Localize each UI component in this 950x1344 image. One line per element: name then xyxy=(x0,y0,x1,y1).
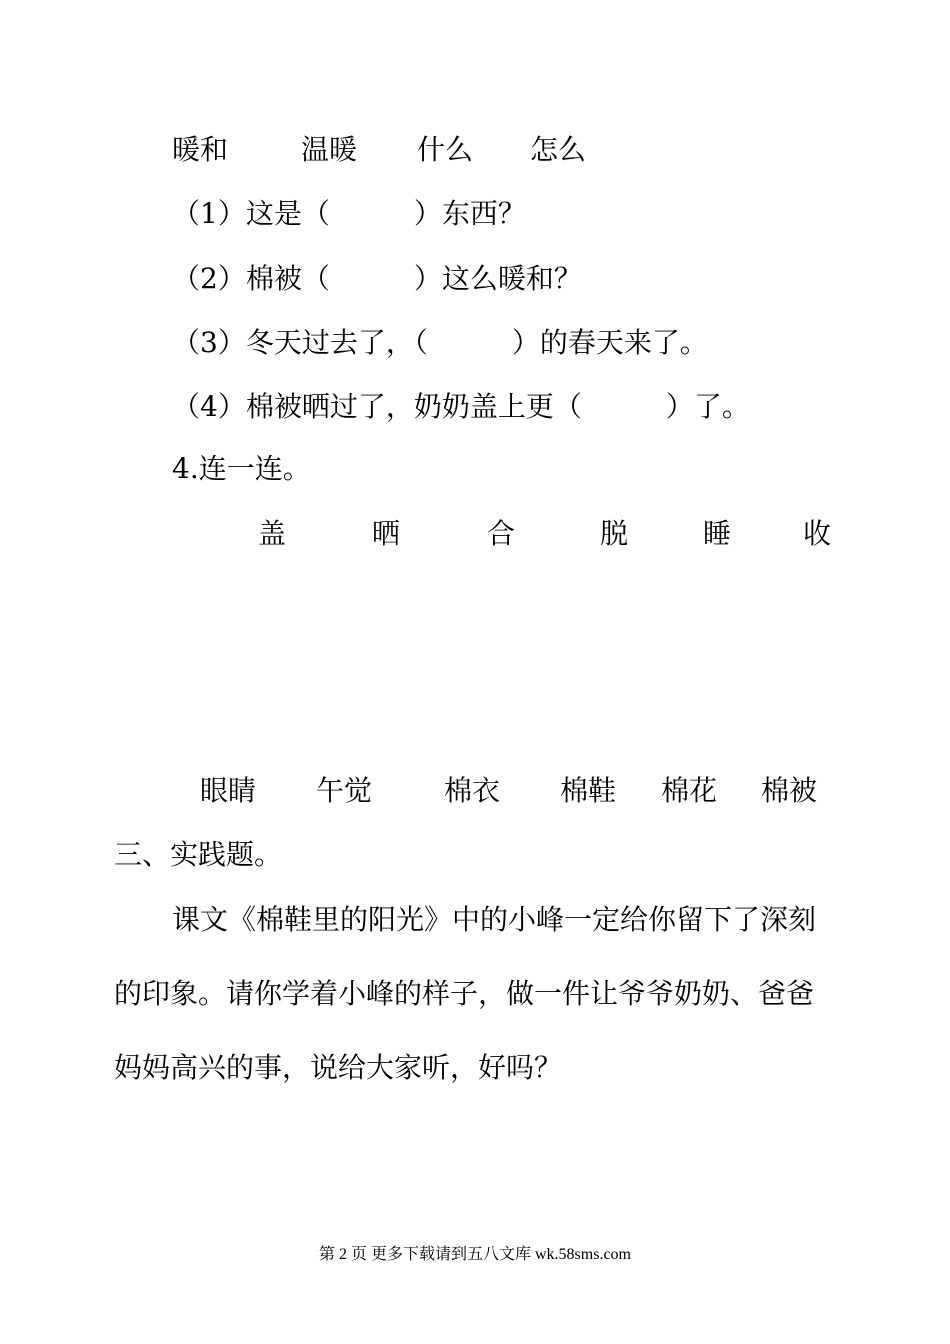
fill-blank-question-4: （4）棉被晒过了，奶奶盖上更（ ）了。 xyxy=(172,390,750,423)
practice-paragraph-line: 课文《棉鞋里的阳光》中的小峰一定给你留下了深刻 xyxy=(172,903,817,936)
matching-verb: 收 xyxy=(803,517,832,550)
matching-verb: 合 xyxy=(487,517,516,550)
matching-verb: 睡 xyxy=(703,517,732,550)
practice-paragraph-line: 的印象。请你学着小峰的样子，做一件让爷爷奶奶、爸爸 xyxy=(114,977,815,1010)
matching-noun: 棉衣 xyxy=(444,774,501,807)
matching-verb: 晒 xyxy=(372,517,401,550)
matching-noun: 眼睛 xyxy=(200,774,257,807)
matching-noun: 棉花 xyxy=(661,774,718,807)
page-footer: 第 2 页 更多下载请到五八文库 wk.58sms.com xyxy=(318,1246,631,1263)
matching-noun: 午觉 xyxy=(316,774,373,807)
section-3-title: 三、实践题。 xyxy=(114,838,283,871)
word-bank-item: 温暖 xyxy=(301,133,358,166)
word-bank-item: 暖和 xyxy=(172,133,229,166)
matching-verb: 盖 xyxy=(258,517,287,550)
matching-verb: 脱 xyxy=(600,517,629,550)
matching-noun: 棉被 xyxy=(761,774,818,807)
fill-blank-question-3: （3）冬天过去了，（ ）的春天来了。 xyxy=(172,326,708,359)
fill-blank-question-2: （2）棉被（ ）这么暖和？ xyxy=(172,262,582,295)
word-bank-item: 什么 xyxy=(417,133,474,166)
word-bank-item: 怎么 xyxy=(530,133,587,166)
matching-top-row xyxy=(0,516,950,556)
matching-bottom-row xyxy=(0,773,950,813)
section-4-title: 4.连一连。 xyxy=(172,452,311,485)
matching-noun: 棉鞋 xyxy=(560,774,617,807)
practice-paragraph-line: 妈妈高兴的事，说给大家听，好吗？ xyxy=(114,1051,563,1084)
fill-blank-question-1: （1）这是（ ）东西？ xyxy=(172,197,526,230)
